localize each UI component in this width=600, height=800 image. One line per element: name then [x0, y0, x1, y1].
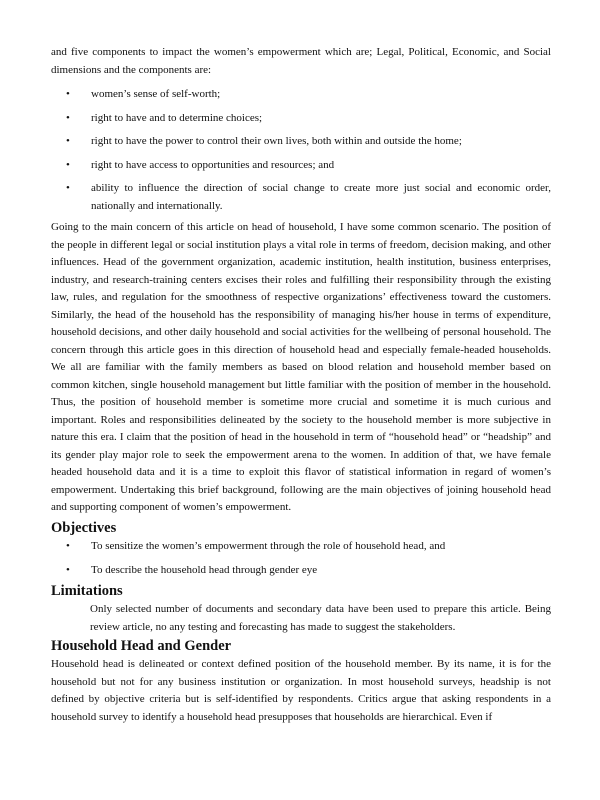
household-head-gender-heading: Household Head and Gender	[51, 638, 232, 654]
bullet-icon: •	[66, 135, 70, 147]
bullet-icon: •	[66, 540, 70, 552]
bullet-icon: •	[66, 563, 70, 576]
objectives-list	[51, 538, 551, 579]
limitations-paragraph: Only selected number of documents and secondary data have been used to prepare this article. Being review article, no any testing and forecasting has made to suggest the stakeholders.	[90, 603, 551, 633]
list-item	[51, 110, 551, 128]
list-item-text: right to have and to determine choices;	[91, 111, 263, 124]
list-item-text: right to have the power to control their own lives, both within and outside the home;	[91, 135, 462, 147]
list-item-text: To sensitize the women’s empowerment through the role of household head, and	[91, 540, 446, 552]
components-list	[51, 86, 551, 215]
bullet-icon: •	[66, 158, 70, 171]
list-item	[51, 180, 551, 215]
list-item	[51, 538, 551, 556]
list-item	[51, 157, 551, 175]
list-item-text: To describe the household head through gender eye	[91, 563, 318, 576]
objectives-heading: Objectives	[51, 520, 117, 536]
main-paragraph: Going to the main concern of this article on head of household, I have some common scenario. The position of the people in different legal or social institution plays a vital role in terms of freedom, decision making, and other influences. Head of the government organization, academic institution, health institution, business enterprises, industry, and research-training centers excises their roles and fulfilling their responsibility through the existing law, rules, and regulation for the smoothness of respective organizations’ effectiveness toward the customers. Similarly, the head of the household has the responsibility of managing his/her house in terms of expenditure, household decisions, and other daily household and social activities for the wellbeing of personal household. The concern through this article goes in this direction of household head and especially female-headed households. We all are familiar with the family members as based on blood relation and household member based on common kitchen, single household management but little familiar with the position of member in the household. Thus, the position of household member is sometime more crucial and sometime it is much curious and important. Roles and responsibilities delineated by the society to the household member is more subjective in nature this era. I claim that the position of head in the household in term of “household head” or “headship” and its gender play major role to seek the empowerment arena to the women. In addition of that, we have female headed household data and it is a time to exploit this flavor of statistical information in regard of women’s empowerment. Undertaking this brief background, following are the main objectives of joining household head and supporting component of women’s empowerment.	[51, 221, 551, 513]
list-item	[51, 133, 551, 151]
list-item-text: right to have access to opportunities and resources; and	[91, 158, 335, 171]
list-item-text: women’s sense of self-worth;	[91, 88, 221, 100]
bullet-icon: •	[66, 111, 70, 124]
intro-paragraph: and five components to impact the women’s empowerment which are; Legal, Political, Economic, and Social dimensions and the components are:	[51, 46, 551, 76]
list-item	[51, 86, 551, 104]
bullet-icon: •	[66, 182, 70, 194]
household-head-gender-paragraph: Household head is delineated or context defined position of the household member. By its name, it is for the household but not for any business institution or organization. In most household surveys, headship is not defined by objective criteria but is self-identified by respondents. Critics argue that asking respondents in a household survey to identify a household head presupposes that households are hierarchical. Even if	[51, 658, 551, 723]
limitations-heading: Limitations	[51, 583, 123, 599]
list-item	[51, 562, 551, 580]
bullet-icon: •	[66, 88, 70, 100]
list-item-text: ability to influence the direction of social change to create more just social and economic order, nationally and internationally.	[91, 182, 551, 212]
